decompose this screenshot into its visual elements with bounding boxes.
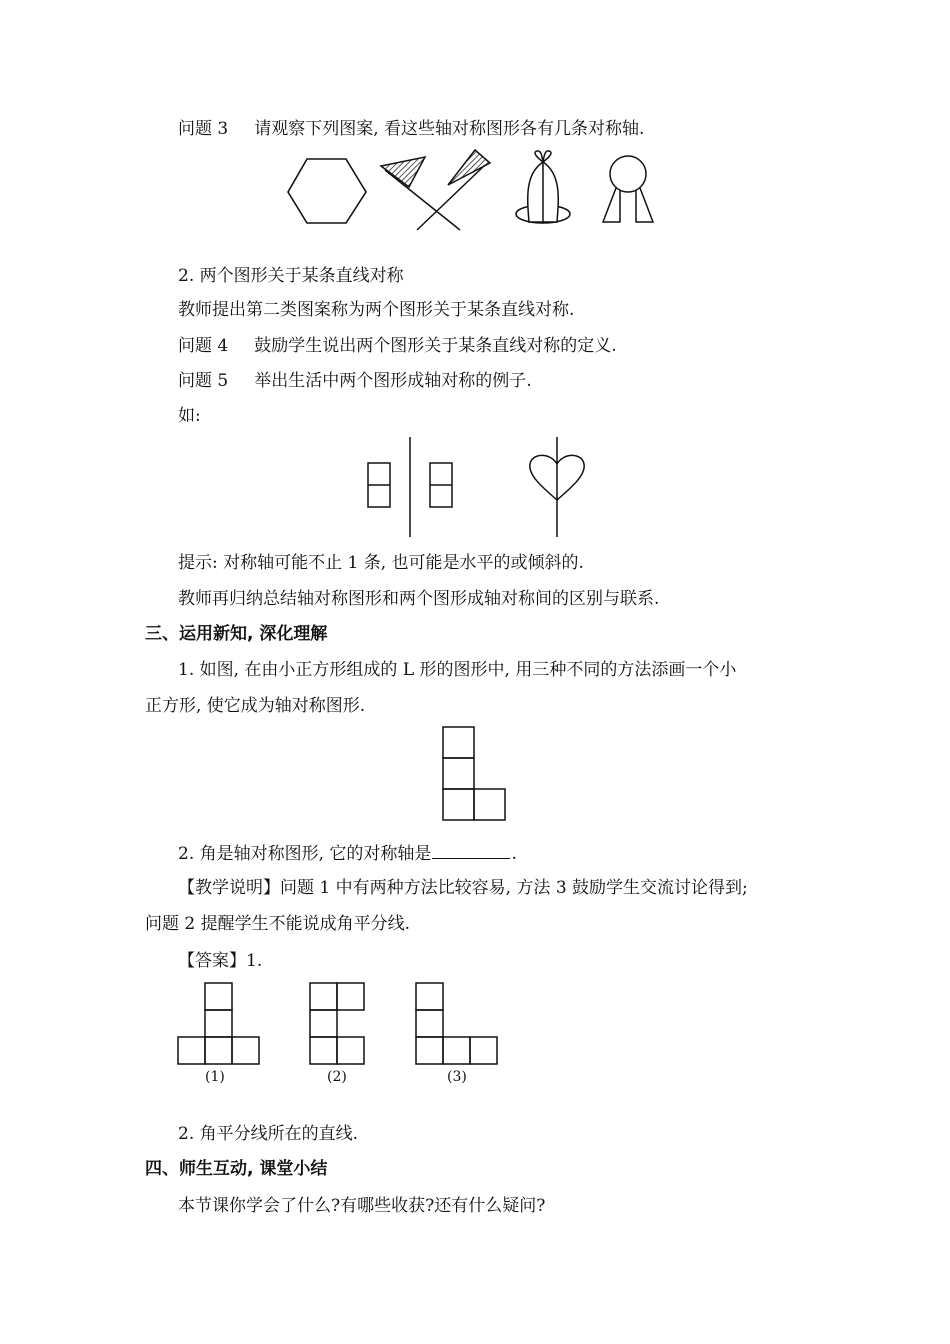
exercise-2-end: . [511,844,517,864]
teacher-summary: 教师再归纳总结轴对称图形和两个图形成轴对称间的区别与联系. [178,589,660,609]
problem-3 [178,118,644,140]
exercise-1-line-1: 1. 如图, 在由小正方形组成的 L 形的图形中, 用三种不同的方法添画一个小 [178,660,737,680]
problem-3-text: 请观察下列图案, 看这些轴对称图形各有几条对称轴. [254,119,645,139]
problem-5-label: 问题 5 [178,371,229,391]
part-3-heading: 三、运用新知, 深化理解 [145,624,328,644]
answer-figure-label-3: (3) [447,1069,467,1085]
exercise-2-text: 2. 角是轴对称图形, 它的对称轴是 [178,844,432,864]
circle-legs-figure [603,156,653,222]
answer-figure-3 [416,983,497,1064]
l-shape-figure [442,726,512,822]
closing-question: 本节课你学会了什么?有哪些收获?还有什么疑问? [178,1196,546,1216]
answer-figure-1 [178,983,259,1064]
problem-5-text: 举出生活中两个图形成轴对称的例子. [254,371,532,391]
hint: 提示: 对称轴可能不止 1 条, 也可能是水平的或倾斜的. [178,553,584,573]
answer-label: 【答案】1. [178,951,263,971]
answer-2: 2. 角平分线所在的直线. [178,1124,359,1144]
part-4-heading: 四、师生互动, 课堂小结 [145,1159,328,1179]
mirror-figures [360,437,590,537]
hexagon-figure [288,159,366,223]
section-2-title: 2. 两个图形关于某条直线对称 [178,266,404,286]
problem-3-label: 问题 3 [178,119,229,139]
answer-figure-label-1: (1) [205,1069,225,1085]
vase-figure [516,151,570,223]
problem-4-label: 问题 4 [178,336,229,356]
symmetric-figures-row [285,150,665,230]
answer-figure-2 [310,983,364,1064]
problem-4-text: 鼓励学生说出两个图形关于某条直线对称的定义. [254,336,617,356]
problem-4 [178,335,617,357]
teacher-intro: 教师提出第二类图案称为两个图形关于某条直线对称. [178,300,575,320]
teaching-note-line-1: 【教学说明】问题 1 中有两种方法比较容易, 方法 3 鼓励学生交流讨论得到; [178,878,748,898]
teaching-note-line-2: 问题 2 提醒学生不能说成角平分线. [145,914,411,934]
exercise-2 [178,842,517,865]
answer-figure-label-2: (2) [327,1069,347,1085]
problem-5 [178,370,532,392]
example-label: 如: [178,406,201,426]
crossed-flags-figure [381,150,490,230]
exercise-1-line-2: 正方形, 使它成为轴对称图形. [145,696,366,716]
answer-blank[interactable] [432,842,510,859]
answer-figures [176,982,506,1072]
